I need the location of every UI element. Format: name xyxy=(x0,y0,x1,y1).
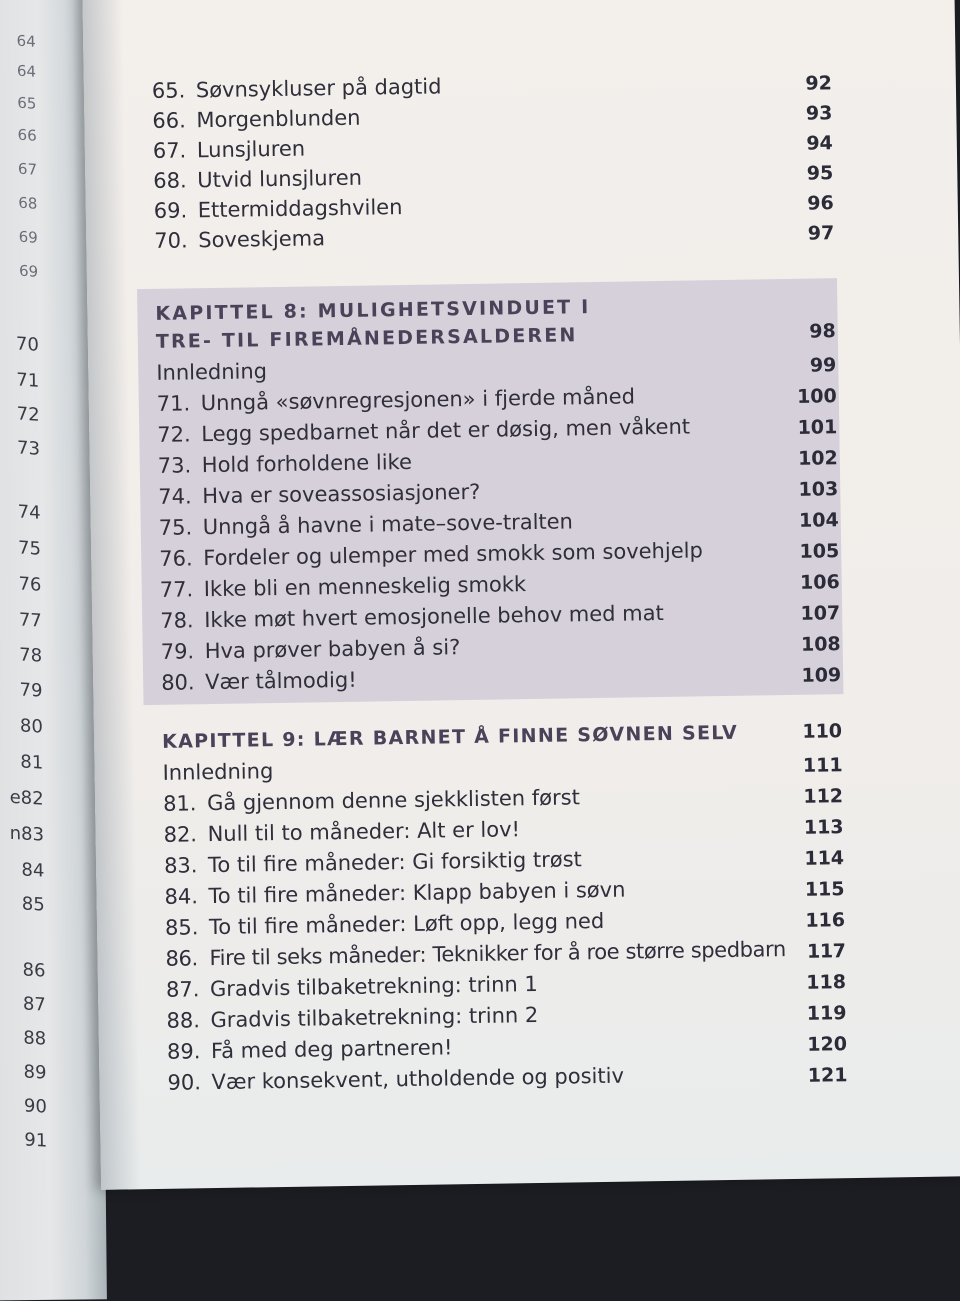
entry-number: 66. xyxy=(152,108,186,133)
entry-number: 84. xyxy=(164,884,199,909)
chapter-9-title-text: KAPITTEL 9: LÆR BARNET Å FINNE SØVNEN SELV xyxy=(161,721,739,753)
entry-number: 80. xyxy=(161,670,195,695)
entry-number: 70. xyxy=(154,228,188,253)
entry-number: 77. xyxy=(159,577,194,602)
entry-title: Utvid lunsjluren xyxy=(197,165,363,193)
entry-title: To til fire måneder: Gi forsiktig trøst xyxy=(207,847,582,878)
left-page-number: 65 xyxy=(17,93,37,113)
entry-page: 112 xyxy=(803,785,844,808)
entry-page: 95 xyxy=(806,162,834,185)
left-page-number xyxy=(0,784,44,810)
entry-page: 113 xyxy=(803,816,844,839)
entry-title: Få med deg partneren! xyxy=(210,1035,453,1064)
left-page-number: 88 xyxy=(23,1027,47,1050)
entry-page: 100 xyxy=(796,385,837,408)
entry-title: Innledning xyxy=(156,359,268,385)
entry-page: 103 xyxy=(798,478,839,501)
entry-title: Innledning xyxy=(162,759,274,785)
entry-page: 120 xyxy=(807,1033,848,1056)
left-page-number: 80 xyxy=(19,715,44,738)
entry-page: 116 xyxy=(805,909,846,932)
entry-title: To til fire måneder: Klapp babyen i søvn xyxy=(208,877,626,909)
left-page-number-value: 82 xyxy=(20,787,44,810)
left-page-number: 64 xyxy=(16,31,36,51)
left-page-number: 70 xyxy=(15,333,40,356)
entry-page: 107 xyxy=(800,602,841,625)
entry-number: 73. xyxy=(157,453,192,478)
entry-page: 115 xyxy=(804,878,845,901)
left-page-number: 86 xyxy=(22,959,46,982)
entry-title: Unngå «søvnregresjonen» i fjerde måned xyxy=(200,384,636,416)
entry-page: 99 xyxy=(809,354,837,377)
entry-title: Unngå å havne i mate–sove-tralten xyxy=(202,509,574,540)
entry-number: 86. xyxy=(165,946,198,971)
entry-title: Hold forholdene like xyxy=(201,449,413,478)
entry-title: Hva er soveassosiasjoner? xyxy=(202,479,481,509)
left-page-number: 76 xyxy=(18,573,42,596)
entry-title: Gå gjennom denne sjekklisten først xyxy=(206,785,581,816)
book-page xyxy=(82,0,960,1190)
entry-number: 88. xyxy=(166,1008,201,1033)
entry-page: 109 xyxy=(801,664,842,687)
entry-page: 119 xyxy=(806,1002,847,1025)
chapter-8-title-line-1: KAPITTEL 8: MULIGHETSVINDUET I xyxy=(155,296,591,325)
chapter-9-title xyxy=(162,720,842,753)
left-page-number: 72 xyxy=(16,403,40,426)
left-page-number-value: 83 xyxy=(21,823,45,846)
entry-title: Legg spedbarnet når det er døsig, men våkent xyxy=(201,414,691,447)
entry-number: 83. xyxy=(163,853,198,878)
entry-title: Null til to måneder: Alt er lov! xyxy=(207,817,521,847)
entry-page: 105 xyxy=(799,540,840,563)
entry-title: Morgenblunden xyxy=(196,105,361,133)
chapter-8-page: 98 xyxy=(809,320,836,343)
left-page-number: 91 xyxy=(24,1129,48,1152)
entry-page: 97 xyxy=(807,222,835,245)
entry-title: Gradvis tilbaketrekning: trinn 2 xyxy=(210,1002,539,1033)
left-page-number: 69 xyxy=(18,261,39,281)
left-page-fragment: e xyxy=(9,786,21,809)
entry-page: 94 xyxy=(806,132,833,155)
entry-page: 121 xyxy=(807,1064,848,1087)
entry-title: Lunsjluren xyxy=(196,136,306,163)
entry-number: 72. xyxy=(157,422,191,447)
entry-page: 114 xyxy=(804,847,845,870)
chapter-8-title-text: TRE- TIL FIREMÅNEDERSALDEREN xyxy=(155,324,578,353)
entry-number: 89. xyxy=(166,1039,201,1064)
entry-title: Ikke bli en menneskelig smokk xyxy=(203,572,527,602)
entry-number: 71. xyxy=(156,391,191,416)
entry-title: Gradvis tilbaketrekning: trinn 1 xyxy=(209,971,538,1002)
chapter-8-title-line-2 xyxy=(156,320,836,353)
left-page-number: 90 xyxy=(23,1095,48,1118)
entry-page: 96 xyxy=(807,192,834,215)
entry-number: 85. xyxy=(164,915,199,940)
left-page-number: 77 xyxy=(18,609,42,632)
left-page-number: 78 xyxy=(19,644,43,667)
entry-page: 106 xyxy=(799,571,840,594)
left-page-number: 66 xyxy=(17,125,37,145)
entry-title: Fordeler og ulemper med smokk som sovehjelp xyxy=(203,538,703,571)
entry-number: 79. xyxy=(160,639,195,664)
left-page-number: 85 xyxy=(21,893,45,916)
entry-page: 111 xyxy=(802,754,843,777)
entry-number: 82. xyxy=(163,822,198,847)
entry-page: 104 xyxy=(798,509,839,532)
entry-title: Fire til seks måneder: Teknikker for å roe større spedbarn xyxy=(209,937,786,971)
entry-page: 92 xyxy=(805,72,833,95)
entry-number: 67. xyxy=(152,138,187,163)
entry-page: 101 xyxy=(797,416,838,439)
left-page-number: 89 xyxy=(23,1061,47,1084)
entry-page: 108 xyxy=(800,633,841,656)
left-page-number: 68 xyxy=(18,193,38,213)
entry-number: 69. xyxy=(153,198,188,223)
entry-number: 74. xyxy=(158,484,192,509)
entry-number: 90. xyxy=(167,1070,202,1095)
entry-number: 78. xyxy=(160,608,194,633)
chapter-9-page: 110 xyxy=(802,720,843,743)
left-page-number: 71 xyxy=(16,369,40,392)
left-page-number: 67 xyxy=(17,159,38,179)
left-page-number: 73 xyxy=(16,437,41,460)
left-page-number xyxy=(0,820,44,846)
left-page-number: 81 xyxy=(20,751,44,774)
entry-number: 81. xyxy=(162,791,197,816)
entry-title: Hva prøver babyen å si? xyxy=(204,635,461,664)
entry-title: To til fire måneder: Løft opp, legg ned xyxy=(208,908,605,940)
entry-page: 118 xyxy=(806,971,847,994)
left-page-number: 84 xyxy=(21,859,45,882)
entry-number: 87. xyxy=(165,977,200,1002)
left-page-number: 69 xyxy=(18,227,38,247)
entry-title: Soveskjema xyxy=(198,226,326,253)
entry-number: 75. xyxy=(158,515,193,540)
table-of-contents xyxy=(82,0,960,1190)
entry-title: Søvnsykluser på dagtid xyxy=(195,74,442,103)
entry-page: 93 xyxy=(805,102,833,125)
entry-number: 65. xyxy=(151,78,186,103)
left-page-fragment: n xyxy=(9,822,22,845)
left-page-number: 75 xyxy=(18,537,42,560)
entry-number: 76. xyxy=(159,546,193,571)
left-page-number: 79 xyxy=(19,679,43,702)
left-page-number: 74 xyxy=(17,501,41,524)
entry-title: Ikke møt hvert emosjonelle behov med mat xyxy=(204,600,664,633)
entry-number: 68. xyxy=(153,168,187,193)
entry-page: 117 xyxy=(806,940,846,963)
entry-title: Vær konsekvent, utholdende og positiv xyxy=(211,1063,625,1095)
left-page-number: 64 xyxy=(16,61,37,81)
entry-page: 102 xyxy=(797,447,838,470)
entry-title: Vær tålmodig! xyxy=(205,667,357,695)
entry-title: Ettermiddagshvilen xyxy=(197,194,403,223)
left-page-number: 87 xyxy=(22,993,46,1016)
